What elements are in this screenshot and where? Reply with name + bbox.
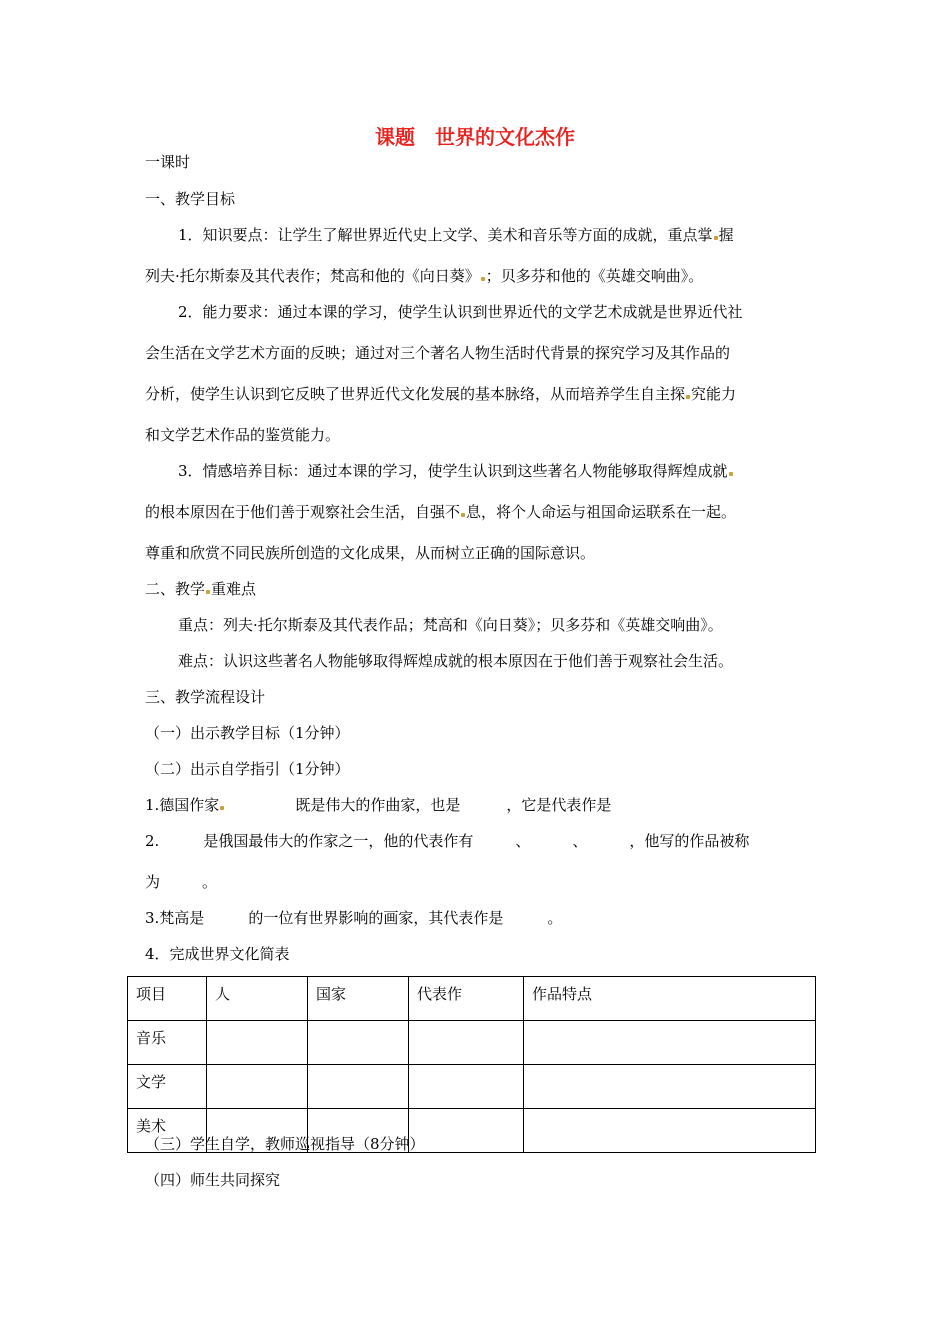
table-cell[interactable] — [409, 1021, 524, 1065]
margin-dot — [481, 277, 485, 281]
table-row — [128, 1065, 816, 1109]
goal-knowledge-end: 握 — [718, 226, 734, 244]
goal-knowledge-works-end: ；贝多芬和他的《英雄交响曲》。 — [485, 267, 704, 285]
question-3-mid: 的一位有世界影响的画家，其代表作是 — [248, 909, 504, 927]
question-1-mid: 既是伟大的作曲家，也是 — [295, 796, 461, 814]
section-heading-goals: 一、教学目标 — [145, 190, 236, 208]
goal-knowledge-line1 — [178, 225, 734, 245]
goal-emotion-line1 — [178, 461, 734, 481]
margin-dot — [714, 236, 718, 240]
table-cell[interactable] — [524, 1065, 816, 1109]
page-title: 课题 世界的文化杰作 — [375, 125, 575, 149]
margin-dot — [729, 472, 733, 476]
goal-emotion-line2-text: 的根本原因在于他们善于观察社会生活，自强不 — [145, 503, 461, 521]
question-2-number: 2. — [145, 832, 160, 850]
key-points-heading-text: 二、教学 — [145, 580, 206, 598]
question-2 — [145, 831, 749, 851]
row-label: 文学 — [128, 1065, 207, 1109]
culture-summary-table — [127, 976, 816, 1153]
table-header: 国家 — [308, 977, 409, 1021]
question-2-cont-text: 为 — [145, 873, 161, 891]
table-cell[interactable] — [308, 1021, 409, 1065]
goal-ability-line3 — [145, 384, 736, 404]
section-heading-key-points — [145, 579, 256, 599]
table-cell[interactable] — [308, 1065, 409, 1109]
process-step-1: （一）出示教学目标（1分钟） — [145, 724, 350, 742]
class-period: 一课时 — [145, 153, 191, 171]
goal-ability-line3-end: 究能力 — [691, 385, 737, 403]
margin-dot — [220, 806, 224, 810]
key-points-heading-end: 重难点 — [211, 580, 257, 598]
difficult-point: 难点：认识这些著名人物能够取得辉煌成就的根本原因在于他们善于观察社会生活。 — [178, 652, 734, 670]
goal-ability-line3-text: 分析，使学生认识到它反映了世界近代文化发展的基本脉络，从而培养学生自主探 — [145, 385, 686, 403]
table-header: 人 — [207, 977, 308, 1021]
table-header: 代表作 — [409, 977, 524, 1021]
goal-emotion-line3: 尊重和欣赏不同民族所创造的文化成果，从而树立正确的国际意识。 — [145, 544, 596, 562]
question-3-prefix: 3.梵高是 — [145, 909, 205, 927]
process-step-3: （三）学生自学，教师巡视指导（8分钟） — [145, 1135, 425, 1153]
table-cell[interactable] — [409, 1065, 524, 1109]
goal-emotion-line2 — [145, 502, 736, 522]
goal-emotion-line2-end: 息，将个人命运与祖国命运联系在一起。 — [466, 503, 737, 521]
question-2-cont-end: 。 — [202, 873, 218, 891]
question-4: 4．完成世界文化简表 — [145, 945, 290, 963]
question-2-end: ，他写的作品被称 — [629, 832, 750, 850]
margin-dot — [206, 590, 210, 594]
table-row — [128, 1021, 816, 1065]
table-header-row — [128, 977, 816, 1021]
process-step-2: （二）出示自学指引（1分钟） — [145, 760, 350, 778]
table-cell[interactable] — [409, 1109, 524, 1153]
question-2-cont — [145, 872, 217, 892]
table-cell[interactable] — [207, 1021, 308, 1065]
question-2-sep2: 、 — [572, 832, 588, 850]
row-label: 音乐 — [128, 1021, 207, 1065]
question-2-sep1: 、 — [515, 832, 531, 850]
goal-knowledge-text: 1．知识要点：让学生了解世界近代史上文学、美术和音乐等方面的成就，重点掌 — [178, 226, 713, 244]
goal-ability-line2: 会生活在文学艺术方面的反映；通过对三个著名人物生活时代背景的探究学习及其作品的 — [145, 344, 731, 362]
table-header: 作品特点 — [524, 977, 816, 1021]
goal-emotion-line1-text: 3．情感培养目标：通过本课的学习，使学生认识到这些著名人物能够取得辉煌成就 — [178, 462, 728, 480]
margin-dot — [686, 395, 690, 399]
goal-ability-line1: 2．能力要求：通过本课的学习，使学生认识到世界近代的文学艺术成就是世界近代社 — [178, 303, 743, 321]
question-3 — [145, 908, 562, 928]
row-label: 美术 — [128, 1109, 207, 1153]
question-1-prefix: 1.德国作家 — [145, 796, 220, 814]
process-step-4: （四）师生共同探究 — [145, 1171, 281, 1189]
question-1 — [145, 795, 611, 815]
goal-ability-line4: 和文学艺术作品的鉴赏能力。 — [145, 426, 341, 444]
question-2-text: 是俄国最伟大的作家之一，他的代表作有 — [203, 832, 474, 850]
table-header: 项目 — [128, 977, 207, 1021]
section-heading-process: 三、教学流程设计 — [145, 688, 266, 706]
table-cell[interactable] — [524, 1021, 816, 1065]
question-1-end: ，它是代表作是 — [506, 796, 612, 814]
question-3-end: 。 — [547, 909, 563, 927]
key-point: 重点：列夫·托尔斯泰及其代表作品；梵高和《向日葵》；贝多芬和《英雄交响曲》。 — [178, 616, 723, 634]
table-cell[interactable] — [207, 1065, 308, 1109]
goal-knowledge-works: 列夫·托尔斯泰及其代表作；梵高和他的《向日葵》 — [145, 267, 480, 285]
table-cell[interactable] — [524, 1109, 816, 1153]
goal-knowledge-line2 — [145, 266, 703, 286]
margin-dot — [461, 513, 465, 517]
